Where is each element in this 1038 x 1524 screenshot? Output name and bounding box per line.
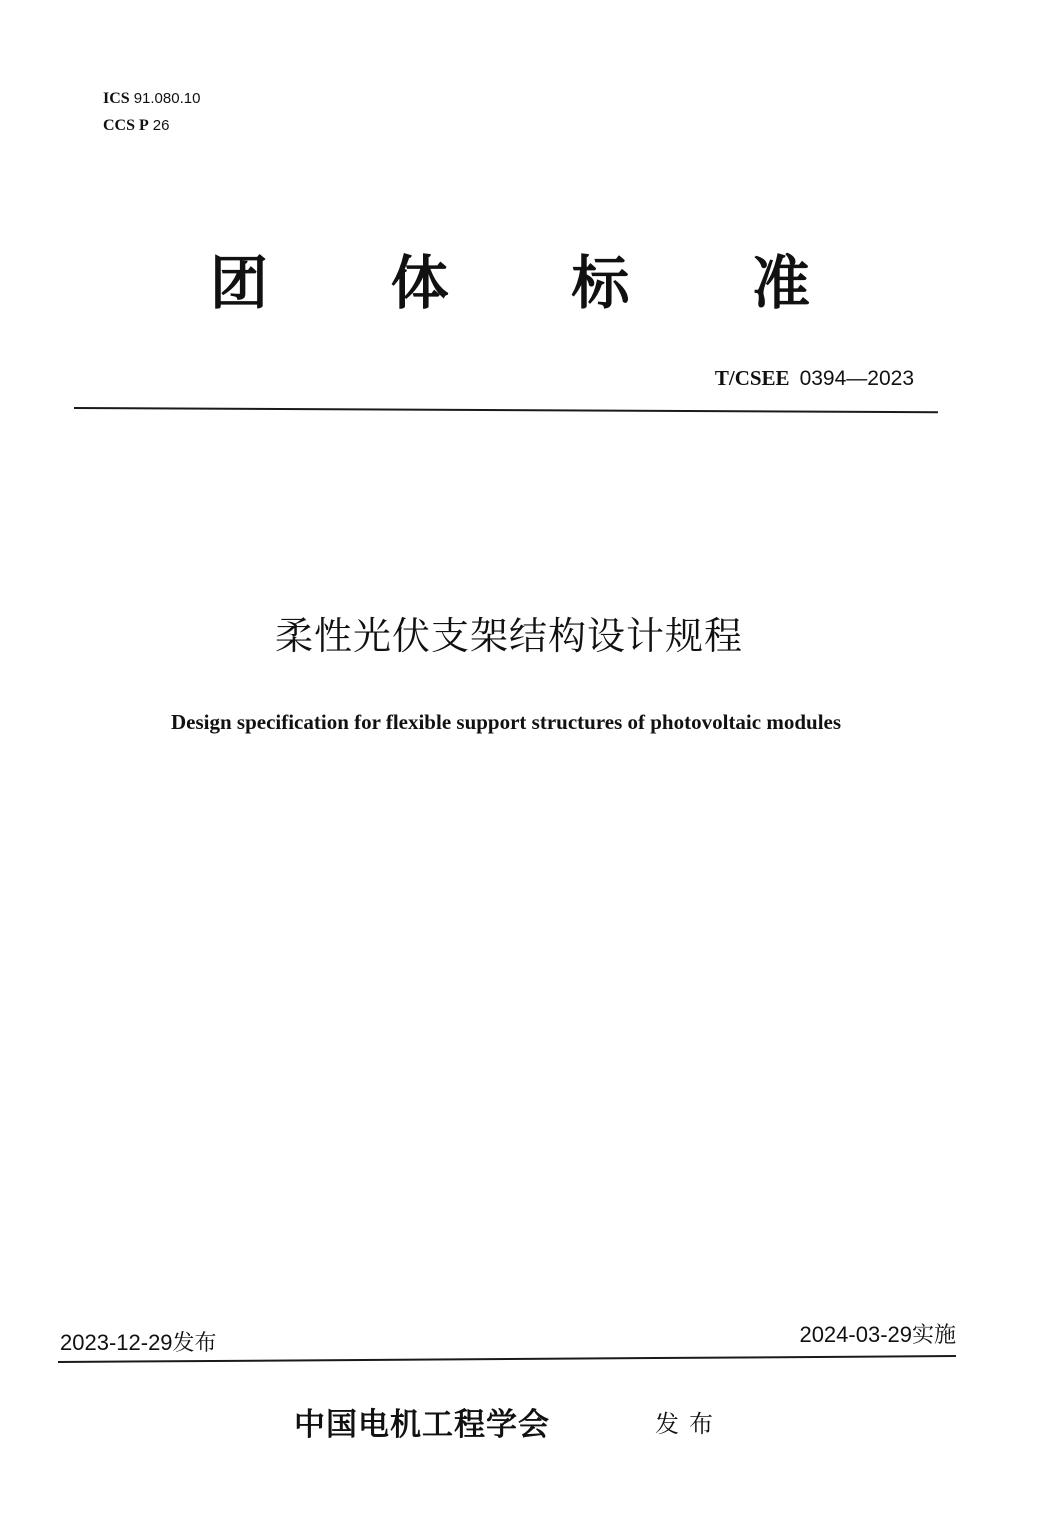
top-divider — [74, 407, 938, 413]
standard-type-heading — [210, 248, 810, 318]
ics-label: ICS — [103, 90, 130, 107]
issue-date: 2023-12-29发布 — [60, 1330, 217, 1355]
ccs-label: CCS P — [103, 117, 149, 134]
heading-char: 团 — [210, 249, 269, 317]
publisher-name: 中国电机工程学会 — [294, 1407, 550, 1443]
standard-number — [715, 364, 914, 393]
standard-prefix: T/CSEE — [714, 366, 790, 390]
heading-char: 体 — [390, 249, 449, 317]
ics-code — [103, 89, 200, 109]
publish-label: 发布 — [655, 1410, 723, 1438]
heading-char: 标 — [571, 249, 630, 317]
ics-number: 91.080.10 — [133, 90, 201, 107]
english-title: Design specification for flexible support structures of photovoltaic modules — [170, 710, 842, 734]
standard-code: 0394—2023 — [799, 367, 914, 390]
chinese-title: 柔性光伏支架结构设计规程 — [274, 614, 743, 658]
ccs-number: 26 — [152, 117, 170, 134]
heading-char: 准 — [751, 249, 810, 317]
implementation-date: 2024-03-29实施 — [799, 1322, 956, 1347]
ccs-code — [103, 116, 169, 136]
